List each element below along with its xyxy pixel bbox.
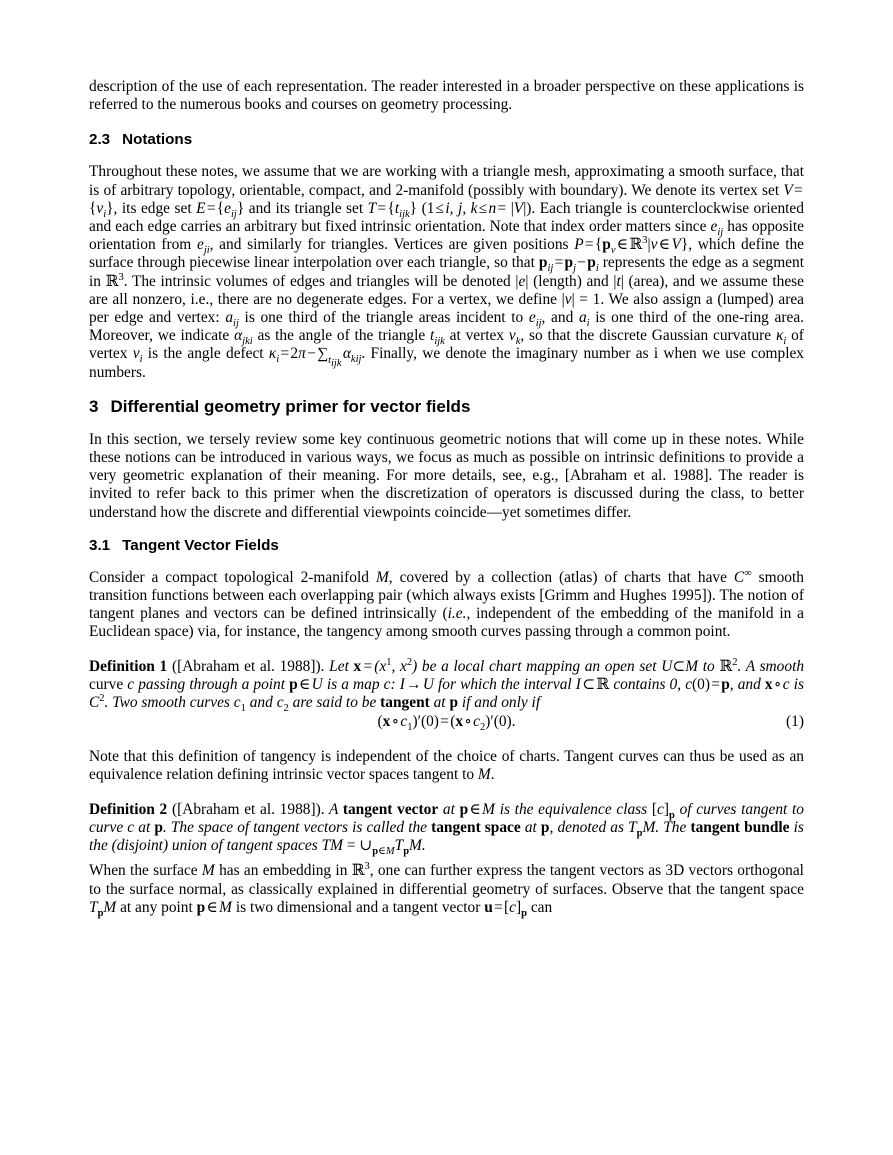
section-title: Notations [122, 131, 193, 149]
document-page [89, 78, 804, 917]
section-heading-3-1 [89, 537, 804, 555]
primer-paragraph: In this section, we tersely review some key continuous geometric notions that will come up in these notes. While these notions can be introduced in various ways, we focus as much as possible on intrinsic definitions to provide a very geometric explanation of their meaning. For more details, see, e.g., [Abraham et al. 1988]. The reader is invited to refer back to this primer when the discretization of operators is discussed during the class, to better understand how the discrete and differential viewpoints coincide—yet sometimes differ. [89, 430, 804, 521]
section-number: 2.3 [89, 131, 111, 149]
equation-1: (x ∘ $c_1)'(0)$ = (x ∘ $c_2)'(0)$. (1) [377, 713, 804, 734]
notations-paragraph: Throughout these notes, we assume that we are working with a triangle mesh, approximating a smooth surface, that is of arbitrary topology, orientable, compact, and 2-manifold (possibly with boundary). We denote its vertex set V = $\{v_i\}$, its edge set E = $\{e_{ij}\}$ and its triangle set T = $\{t_{ijk}\}$ (1 ≤ i, j, k ≤ n = |V|). Each triangle is counterclockwise oriented and each edge carries an arbitrary but fixed intrinsic orientation. Note that index order matters since $e_{ij}$ has opposite orientation from $e_{ji}$, and similarly for triangles. Vertices are given positions P = {$p_v$ ∈ ℝ$^3$|v ∈ V}, which define the surface through piecewise linear interpolation over each triangle, so that $p_{ij}$ = $p_j$ − $p_i$ represents the edge as a segment in ℝ$^3$. The intrinsic volumes of edges and triangles will be denoted |e| (length) and |t| (area), and we assume these are all nonzero, i.e., there are no degenerate edges. For a vertex, we define |v| = 1. We also assign a (lumped) area per edge and vertex: $a_{ij}$ is one third of the triangle areas incident to $e_{ij}$, and $a_i$ is one third of the one-ring area. Moreover, we indicate $\alpha_{jki}$ as the angle of the triangle $t_{ijk}$ at vertex $v_k$, so that the discrete Gaussian curvature $\kappa_i$ of vertex $v_i$ is the angle defect $\kappa_i$ = 2π − $\sum_{t_{ijk}}$ $\alpha_{kij}$. Finally, we denote the imaginary number as i when we use complex numbers. [89, 163, 805, 381]
tangent-fields-paragraph: Consider a compact topological 2-manifold M, covered by a collection (atlas) of charts that have C∞ smooth transition functions between each overlapping pair (which always exists [Grimm and Hughes 1995]). The notion of tangent planes and vectors can be defined intrinsically (i.e., independent of the embedding of the manifold in a Euclidean space) via, for instance, the tangency among smooth curves passing through a common point. [89, 567, 804, 641]
section-number: 3.1 [89, 536, 111, 554]
section-heading-3 [89, 397, 804, 417]
definition-2: Definition 2 ([Abraham et al. 1988]). A tangent vector at p ∈ M is the equivalence class $[c]_p$ of curves tangent to curve c at p. The space of tangent vectors is called the tangent space at p, denoted as $T_pM$. The tangent bundle is the (disjoint) union of tangent spaces TM = $\cup_{p\in M}T_pM$. [89, 800, 804, 858]
embedding-paragraph: When the surface M has an embedding in ℝ$^3$, one can further express the tangent vectors as 3D vectors orthogonal to the surface normal, as classically explained in differential geometry of surfaces. Observe that the tangent space $T_pM$ at any point p ∈ M is two dimensional and a tangent vector u = $[c]_p$ can [89, 861, 804, 919]
section-title: Differential geometry primer for vector fields [110, 396, 471, 416]
tangency-note-paragraph: Note that this definition of tangency is independent of the choice of charts. Tangent curves can thus be used as an equivalence relation defining intrinsic vector spaces tangent to M. [89, 748, 804, 784]
section-number: 3 [89, 396, 99, 416]
section-heading-2-3 [89, 131, 804, 149]
definition-1: Definition 1 ([Abraham et al. 1988]). Let x = ($x^1$, $x^2$) be a local chart mapping an open set U⊂M to ℝ$^2$. A smooth curve c passing through a point p ∈ U is a map c: I → U for which the interval I ⊂ ℝ contains 0, c(0) = p, and x ∘ c is $C^2$. Two smooth curves $c_1$ and $c_2$ are said to be tangent at p if and only if [89, 656, 805, 715]
intro-paragraph: description of the use of each representation. The reader interested in a broader perspective on these applications is referred to the numerous books and courses on geometry processing. [89, 78, 804, 114]
equation-number: (1) [786, 713, 804, 731]
section-title: Tangent Vector Fields [122, 536, 279, 554]
